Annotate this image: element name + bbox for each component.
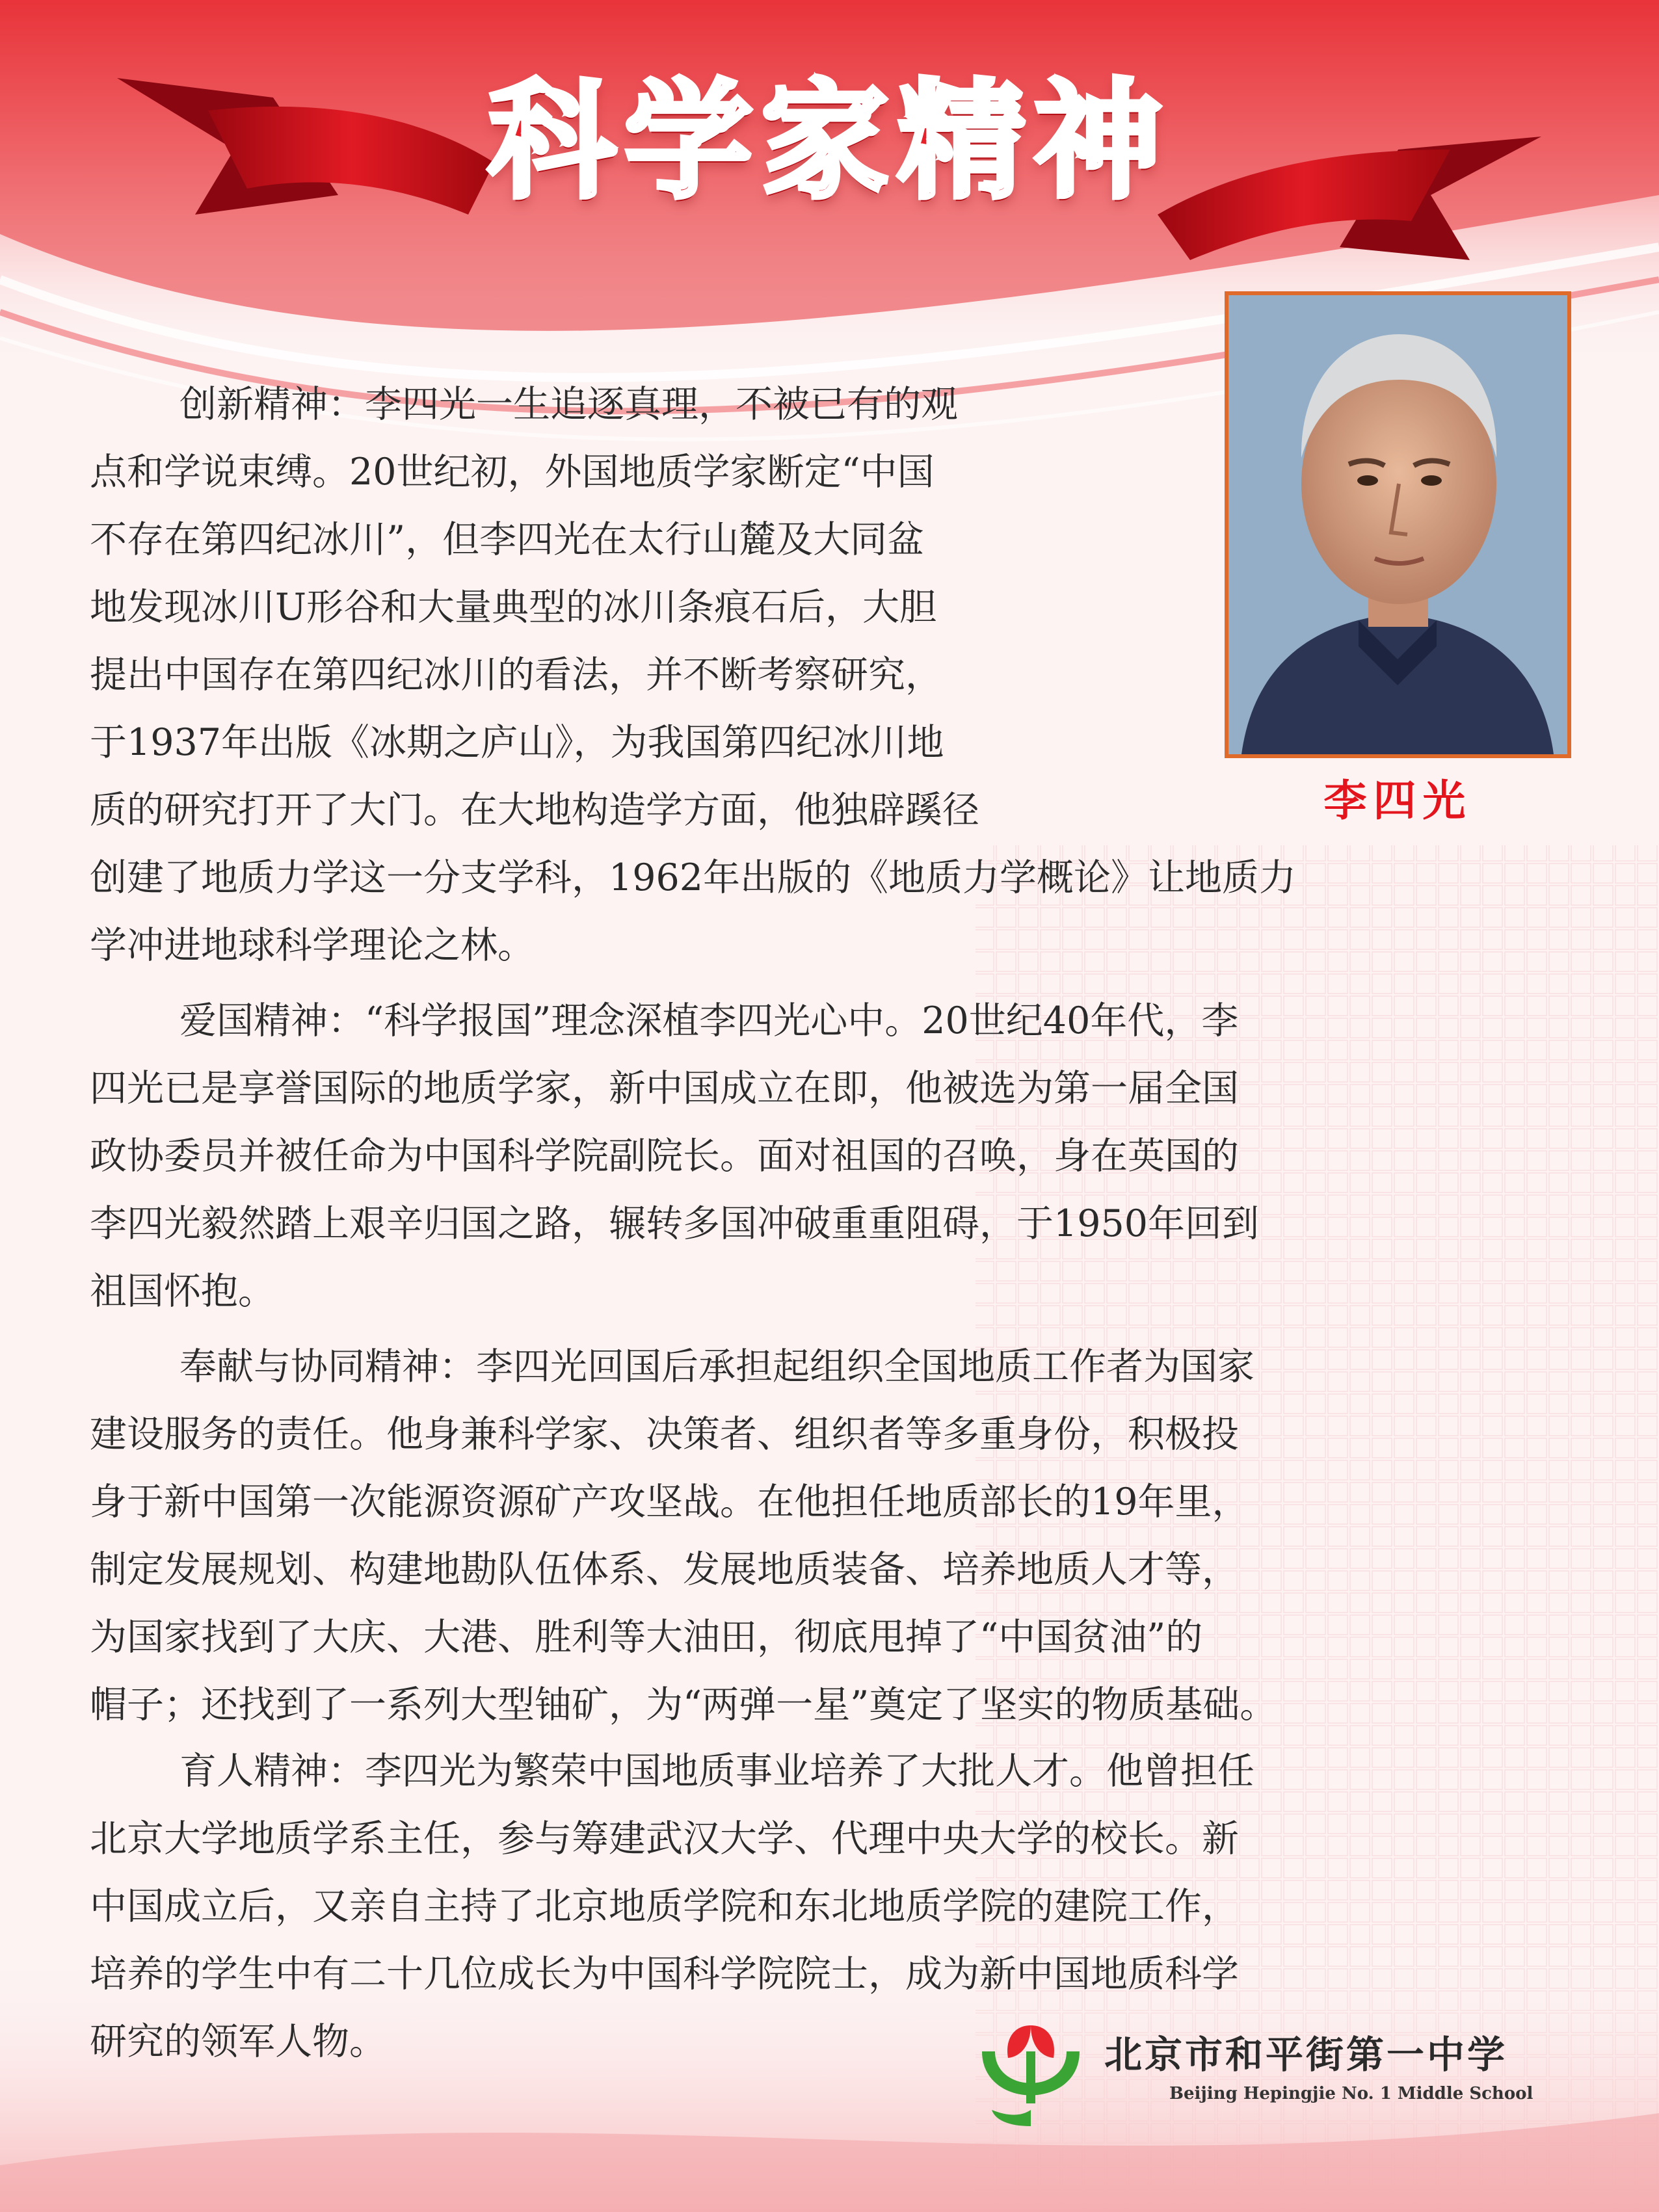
text-line: 奉献与协同精神：李四光回国后承担起组织全国地质工作者为国家 bbox=[179, 1345, 1254, 1388]
school-emblem-icon bbox=[969, 2012, 1093, 2136]
text-line: 育人精神：李四光为繁荣中国地质事业培养了大批人才。他曾担任 bbox=[179, 1750, 1254, 1793]
text-line: 建设服务的责任。他身兼科学家、决策者、组织者等多重身份，积极投 bbox=[90, 1413, 1239, 1456]
text-line: 质的研究打开了大门。在大地构造学方面，他独辟蹊径 bbox=[90, 789, 979, 832]
text-line: 培养的学生中有二十几位成长为中国科学院院士，成为新中国地质科学 bbox=[90, 1953, 1239, 1995]
text-line: 研究的领军人物。 bbox=[90, 2020, 386, 2063]
text-line: 不存在第四纪冰川”，但李四光在太行山麓及大同盆 bbox=[90, 518, 925, 561]
text-line: 李四光毅然踏上艰辛归国之路，辗转多国冲破重重阻碍，于1950年回到 bbox=[90, 1202, 1260, 1245]
text-line: 中国成立后，又亲自主持了北京地质学院和东北地质学院的建院工作， bbox=[90, 1885, 1239, 1928]
portrait-photo bbox=[1225, 291, 1571, 758]
text-line: 祖国怀抱。 bbox=[90, 1270, 275, 1313]
portrait-caption: 李四光 bbox=[1323, 776, 1472, 826]
text-line: 地发现冰川U形谷和大量典型的冰川条痕石后，大胆 bbox=[90, 586, 937, 629]
text-line: 学冲进地球科学理论之林。 bbox=[90, 924, 535, 967]
text-line: 点和学说束缚。20世纪初，外国地质学家断定“中国 bbox=[90, 451, 935, 494]
school-logo bbox=[969, 2012, 1574, 2136]
text-line: 身于新中国第一次能源资源矿产攻坚战。在他担任地质部长的19年里， bbox=[90, 1481, 1249, 1523]
text-line: 政协委员并被任命为中国科学院副院长。面对祖国的召唤，身在英国的 bbox=[90, 1135, 1239, 1178]
text-line: 创新精神：李四光一生追逐真理，不被已有的观 bbox=[179, 383, 958, 426]
text-line: 创建了地质力学这一分支学科，1962年出版的《地质力学概论》让地质力 bbox=[90, 856, 1297, 899]
text-line: 为国家找到了大庆、大港、胜利等大油田，彻底甩掉了“中国贫油”的 bbox=[90, 1616, 1203, 1659]
text-line: 提出中国存在第四纪冰川的看法，并不断考察研究， bbox=[90, 653, 942, 696]
text-line: 于1937年出版《冰期之庐山》，为我国第四纪冰川地 bbox=[90, 721, 944, 764]
school-name-cn: 北京市和平街第一中学 bbox=[1104, 2033, 1508, 2077]
text-line: 制定发展规划、构建地勘队伍体系、发展地质装备、培养地质人才等， bbox=[90, 1548, 1239, 1591]
text-line: 帽子；还找到了一系列大型铀矿，为“两弹一星”奠定了坚实的物质基础。 bbox=[90, 1683, 1277, 1726]
poster-title: 科学家精神 bbox=[488, 68, 1171, 216]
text-line: 四光已是享誉国际的地质学家，新中国成立在即，他被选为第一届全国 bbox=[90, 1067, 1239, 1110]
text-line: 北京大学地质学系主任，参与筹建武汉大学、代理中央大学的校长。新 bbox=[90, 1817, 1239, 1860]
school-name-en: Beijing Hepingjie No. 1 Middle School bbox=[1169, 2084, 1533, 2103]
text-line: 爱国精神：“科学报国”理念深植李四光心中。20世纪40年代，李 bbox=[179, 999, 1239, 1042]
